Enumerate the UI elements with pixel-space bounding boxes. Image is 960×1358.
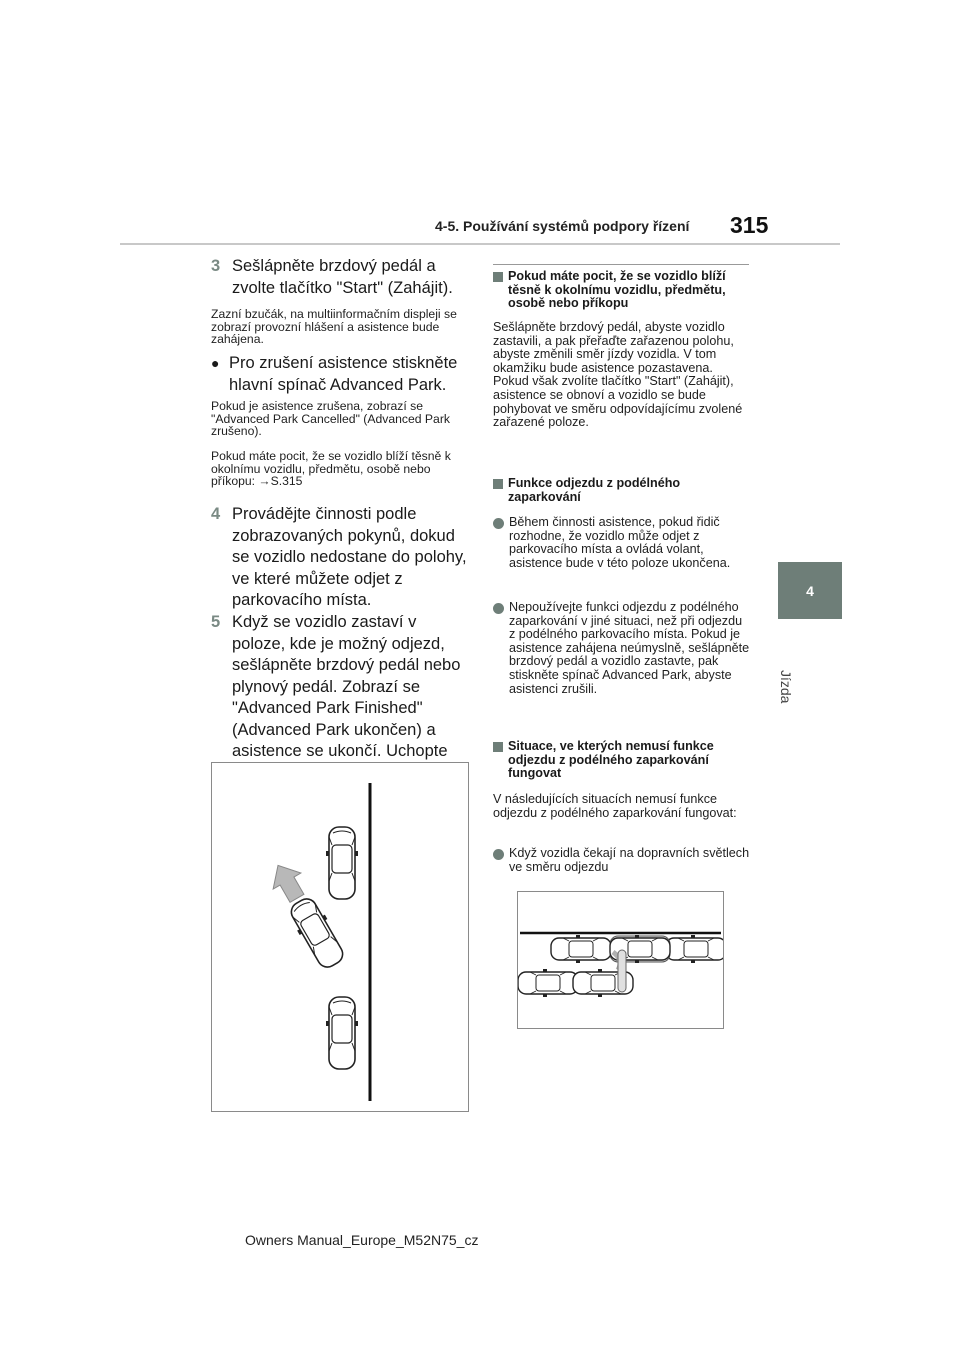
bullet-cancel: [211, 353, 471, 396]
queued-car: [666, 935, 723, 963]
step-number: 5: [211, 613, 221, 631]
page-number: 315: [730, 212, 769, 238]
bullet-text: Pro zrušení asistence stiskněte hlavní spínač Advanced Park.: [229, 354, 458, 394]
paragraph-approaching: Sešlápněte brzdový pedál, abyste vozidlo zastavili, a pak přeřaďte zařazenou polohu, abyste změnili směr jízdy vozidla. V tom okamžiku bude asistence pozastavena. Pokud však zvolíte tlačítko "Start" (Zahájit), asistence se obnoví a vozidlo se bude pohybovat ve směru odpovídajícímu zvolené zařazené poloze.: [493, 320, 743, 430]
square-bullet-icon: [493, 272, 503, 282]
parked-car-front: [326, 827, 358, 899]
list-item: [493, 516, 751, 570]
parked-car-rear: [326, 997, 358, 1069]
heading-parallel-exit: [493, 477, 753, 504]
list-item: [493, 847, 751, 874]
step-3-note: Zazní bzučák, na multiinformačním displeji se zobrazí provozní hlášení a asistence bude zahájena.: [211, 307, 457, 347]
bullet-dot-icon: ●: [211, 355, 220, 371]
square-bullet-icon: [493, 479, 503, 489]
footer-document-id: Owners Manual_Europe_M52N75_cz: [245, 1232, 479, 1248]
chapter-label: [778, 625, 832, 704]
chapter-number: 4: [806, 582, 814, 599]
chapter-tab: [778, 562, 842, 619]
paragraph-situations: V následujících situacích nemusí funkce odjezdu z podélného zaparkování fungovat:: [493, 792, 737, 820]
parallel-exit-figure: [211, 762, 469, 1112]
step-text: Když se vozidlo zastaví v poloze, kde je možný odjezd, sešlápněte brzdový pedál nebo plynový pedál. Zobrazí se "Advanced Park Finished" (Advanced Park ukončen) a asistence se ukončí. Uchopte: [232, 613, 461, 760]
step-number: 3: [211, 257, 221, 275]
traffic-queue-illustration: [518, 892, 723, 1028]
step-text: Provádějte činnosti podle zobrazovaných pokynů, dokud se vozidlo nedostane do polohy, ve které můžete odjet z parkovacího místa.: [232, 505, 467, 609]
list-item-text: Během činnosti asistence, pokud řidič rozhodne, že vozidlo může odjet z parkovacího místa a ovládá volant, asistence bude v této poloze ukončena.: [509, 515, 731, 570]
heading-approaching: [493, 270, 753, 311]
traffic-light-figure: [517, 891, 724, 1029]
parallel-exit-illustration: [212, 763, 468, 1111]
circle-bullet-icon: [493, 603, 504, 614]
step-text: Sešlápněte brzdový pedál a zvolte tlačítko "Start" (Zahájit).: [232, 257, 453, 297]
parked-car: [518, 969, 578, 997]
step-number: 4: [211, 505, 221, 523]
heading-text: Pokud máte pocit, že se vozidlo blíží těsně k okolnímu vozidlu, předmětu, osobě nebo příkopu: [508, 269, 726, 311]
list-item-text: Když vozidla čekají na dopravních světlech ve směru odjezdu: [509, 846, 750, 874]
column-divider: [493, 264, 749, 265]
circle-bullet-icon: [493, 849, 504, 860]
step-5: [211, 612, 471, 784]
heading-text: Funkce odjezdu z podélného zaparkování: [508, 476, 681, 504]
bullet-note-2: Pokud máte pocit, že se vozidlo blíží těsně k okolnímu vozidlu, předmětu, osobě nebo příkopu: →S.315: [211, 449, 451, 489]
heading-situations: [493, 740, 753, 781]
section-title: 4-5. Používání systémů podpory řízení: [435, 218, 690, 234]
heading-text: Situace, ve kterých nemusí funkce odjezdu z podélného zaparkování fungovat: [508, 739, 714, 781]
queued-car: [551, 935, 611, 963]
header-divider: [120, 243, 840, 245]
step-4: [211, 504, 471, 612]
list-item-text: Nepoužívejte funkci odjezdu z podélného zaparkování v jiné situaci, než při odjezdu z podélného parkovacího místa. Pokud je asistence zahájena neúmyslně, sešlápněte brzdový pedál a vozidlo zastavte, pak stiskněte spínač Advanced Park, abyste asistenci zrušili.: [509, 600, 750, 696]
square-bullet-icon: [493, 742, 503, 752]
bullet-note-1: Pokud je asistence zrušena, zobrazí se "Advanced Park Cancelled" (Advanced Park zrušeno).: [211, 399, 450, 439]
circle-bullet-icon: [493, 518, 504, 529]
chapter-label-text: Jízda: [778, 670, 794, 704]
list-item: [493, 601, 751, 696]
step-3: [211, 256, 471, 299]
